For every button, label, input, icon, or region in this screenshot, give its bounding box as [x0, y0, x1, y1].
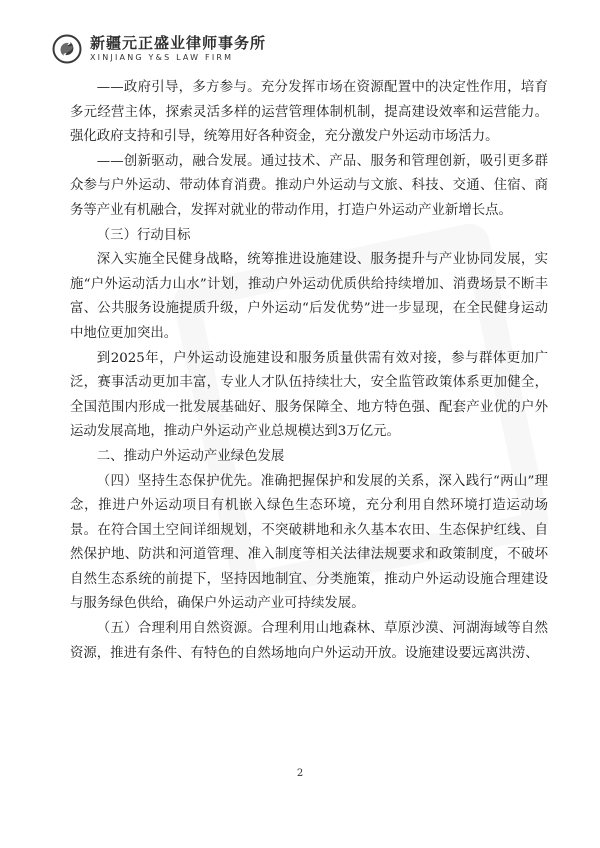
paragraph-2025-target: 到2025年，户外运动设施建设和服务质量供需有效对接，参与群体更加广泛，赛事活动更加丰富，专业人才队伍持续壮大，安全监管政策体系更加健全，全国范围内形成一批发展基础好、服务保障全、地方特色强、配套产业优的户外运动发展高地，推动户外运动产业总规模达到3万亿元。: [70, 350, 548, 440]
letterhead: [52, 34, 266, 64]
paragraph-natural-resources: （五）合理利用自然资源。合理利用山地森林、草原沙漠、河湖海域等自然资源，推进有条件、有特色的自然场地向户外运动开放。设施建设要远离洪涝、: [70, 621, 548, 661]
section-heading-goals: （三）行动目标: [96, 227, 191, 243]
paragraph-goals: 深入实施全民健身战略，统筹推进设施建设、服务提升与产业协同发展，实施“户外运动活力山水”计划，推动户外运动优质供给持续增加、消费场景不断丰富、公共服务设施提质升级，户外运动“后发优势”进一步显现，在全民健身运动中地位更加突出。: [70, 252, 548, 341]
firm-name-cn: 新疆元正盛业律师事务所: [90, 34, 267, 52]
paragraph-principle-innovation: ——创新驱动，融合发展。通过技术、产品、服务和管理创新，吸引更多群众参与户外运动、带动体育消费。推动户外运动与文旅、科技、交通、住宿、商务等产业有机融合，发挥对就业的带动作用，打造户外运动产业新增长点。: [70, 153, 548, 218]
swirl-logo-icon: [52, 34, 82, 64]
page-number: 2: [296, 768, 304, 779]
document-body: [70, 76, 548, 666]
section-heading-green-development: 二、推动户外运动产业绿色发展: [96, 448, 285, 464]
firm-name-en: XINJIANG Y&S LAW FIRM: [90, 53, 234, 62]
paragraph-principle-government: ——政府引导，多方参与。充分发挥市场在资源配置中的决定性作用，培育多元经营主体，探索灵活多样的运营管理体制机制，提高建设效率和运营能力。强化政府支持和引导，统筹用好各种资金，充分激发户外运动市场活力。: [70, 80, 548, 145]
paragraph-ecological-protection: （四）坚持生态保护优先。准确把握保护和发展的关系，深入践行“两山”理念，推进户外运动项目有机嵌入绿色生态环境，充分利用自然环境打造运动场景。在符合国土空间详细规划，不突破耕地和永久基本农田、生态保护红线、自然保护地、防洪和河道管理、准入制度等相关法律法规要求和政策制度，不破坏自然生态系统的前提下，坚持因地制宜、分类施策，推动户外运动设施合理建设与服务绿色供给，确保户外运动产业可持续发展。: [70, 473, 548, 612]
